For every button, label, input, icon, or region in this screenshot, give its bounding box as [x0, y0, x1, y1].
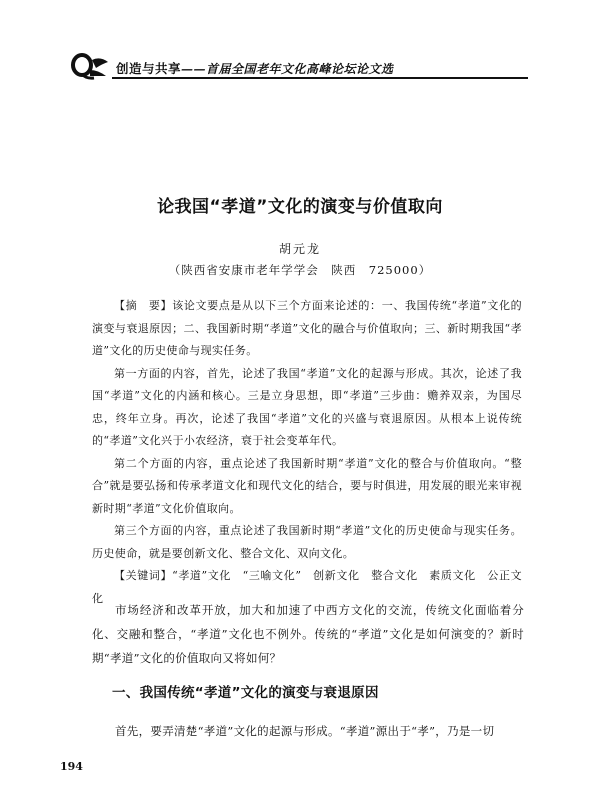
header-subtitle: ——首届全国老年文化高峰论坛论文选 [181, 62, 394, 76]
author-affiliation: （陕西省安康市老年学学会 陕西 725000） [168, 263, 432, 277]
abstract-part-2: 第二个方面的内容，重点论述了我国新时期“孝道”文化的整合与价值取向。“整合”就是要弘扬和传承孝道文化和现代文化的结合，要与时俱进，用发展的眼光来审视新时期“孝道”文化价值取向。 [92, 456, 522, 515]
header-title [116, 59, 394, 77]
keywords-label: 【关键词】 [114, 569, 173, 582]
article-title: 论我国“孝道”文化的演变与价值取向 [157, 197, 443, 217]
intro-paragraph [92, 598, 524, 670]
logo-icon [68, 52, 112, 80]
abstract-part-1: 第一方面的内容，首先，论述了我国“孝道”文化的起源与形成。其次，论述了我国“孝道”文化的内涵和核心。三是立身思想，即“孝道”三步曲：赡养双亲，为国尽忠，终年立身。再次，论述了我国“孝道”文化的兴盛与衰退原因。从根本上说传统的“孝道”文化兴于小农经济，衰于社会变革年代。 [92, 366, 522, 447]
abstract [92, 295, 522, 610]
keywords-text: “孝道”文化 “三喻文化” 创新文化 整合文化 素质文化 公正文化 [92, 569, 523, 605]
running-header [68, 50, 528, 80]
abstract-label: 【摘 要】 [114, 299, 173, 312]
abstract-lead-text: 该论文要点是从以下三个方面来论述的：一、我国传统“孝道”文化的演变与衰退原因；二、我国新时期“孝道”文化的融合与价值取向；三、新时期我国“孝道”文化的历史使命与现实任务。 [92, 299, 522, 357]
abstract-lead [92, 295, 522, 363]
intro-text: 市场经济和改革开放，加大和加速了中西方文化的交流，传统文化面临着分化、交融和整合，“孝道”文化也不例外。传统的“孝道”文化是如何演变的？新时期“孝道”文化的价值取向又将如何？ [92, 603, 524, 665]
author-name: 胡元龙 [278, 242, 321, 256]
page-number: 194 [60, 760, 83, 773]
section-heading-1: 一、我国传统“孝道”文化的演变与衰退原因 [112, 685, 379, 701]
header-main-title: 创造与共享 [116, 61, 182, 76]
header-rule [112, 77, 528, 79]
section-1-paragraph [92, 719, 524, 743]
abstract-part-3: 第三个方面的内容，重点论述了我国新时期“孝道”文化的历史使命与现实任务。历史使命，就是要创新文化、整合文化、双向文化。 [92, 524, 522, 560]
section-1-text: 首先，要弄清楚“孝道”文化的起源与形成。“孝道”源出于“孝”，乃是一切 [115, 724, 495, 738]
